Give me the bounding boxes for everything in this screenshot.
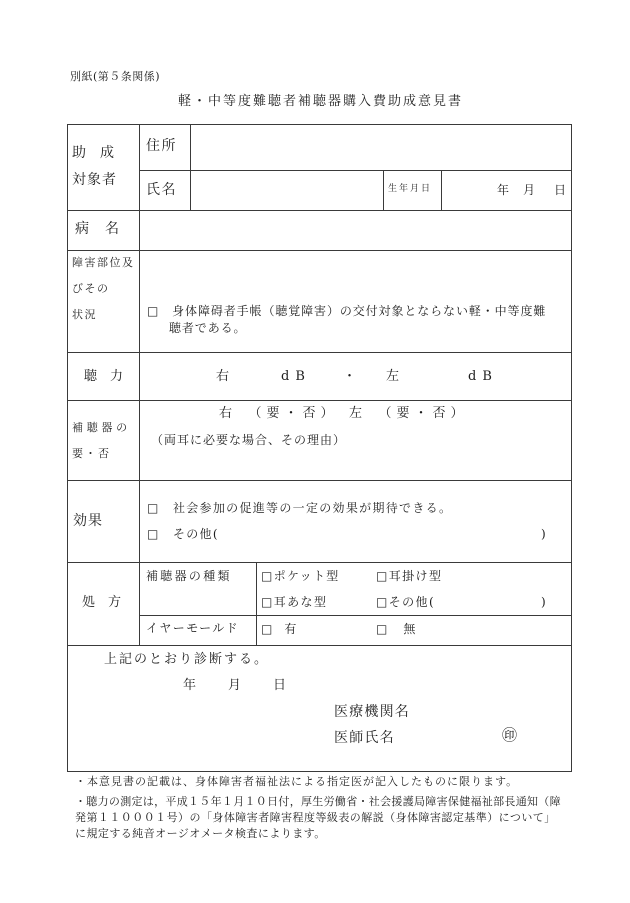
device-type-pocket: □ポケット型: [261, 569, 340, 583]
device-type-label: 補聴器の種類: [146, 569, 232, 583]
footnote-1: ・本意見書の記載は、身体障害者福祉法による指定医が記入したものに限ります。: [75, 775, 519, 788]
birthdate-month-label: 月: [523, 183, 536, 197]
condition-value-cell: [140, 251, 572, 353]
necessity-label-line2: 要・否: [72, 447, 111, 460]
effect-option-other: □ その他(: [147, 527, 219, 541]
address-label-cell: [140, 125, 191, 171]
earmold-option-yes: □ 有: [261, 622, 297, 636]
earmold-value-cell: [257, 616, 572, 646]
hearing-left-unit: dB: [468, 369, 498, 384]
necessity-value-cell: [140, 401, 572, 481]
hearing-label: 聴 力: [84, 369, 124, 384]
necessity-reason-note: （両耳に必要な場合、その理由）: [151, 433, 347, 447]
address-value-cell: [191, 125, 572, 171]
condition-label-cell: [68, 251, 140, 353]
address-label: 住所: [146, 138, 177, 154]
diagnosis-statement: 上記のとおり診断する。: [104, 652, 270, 667]
birthdate-year-label: 年: [497, 183, 510, 197]
earmold-option-no: □ 無: [376, 622, 418, 636]
effect-option-social: □ 社会参加の促進等の一定の効果が期待できる。: [147, 501, 453, 515]
earmold-label: イヤーモールド: [146, 621, 240, 635]
device-type-other-close: ): [541, 595, 546, 609]
prescription-label-cell: [68, 563, 140, 646]
disease-label: 病 名: [75, 221, 120, 237]
device-type-other: □その他(: [376, 595, 436, 609]
opinion-form-table: [67, 124, 572, 772]
device-type-behind-ear: □耳掛け型: [376, 569, 443, 583]
effect-value-cell: [140, 481, 572, 563]
name-label: 氏名: [146, 182, 177, 198]
disease-value-cell: [140, 211, 572, 251]
diagnosis-year-label: 年: [183, 678, 197, 693]
hearing-value-cell: [140, 353, 572, 401]
footnote-2-line3: に規定する純音オージオメータ検査によります。: [75, 827, 326, 840]
condition-label-line3: 状況: [72, 308, 97, 321]
diagnosis-month-label: 月: [228, 678, 242, 693]
necessity-left-choice: 左 （要・否）: [349, 406, 469, 421]
birthdate-label-cell: [384, 171, 442, 211]
birthdate-label: 生年月日: [388, 184, 433, 194]
institution-label: 医療機関名: [334, 704, 410, 720]
hearing-separator: ・: [343, 369, 357, 384]
name-label-cell: [140, 171, 191, 211]
hearing-right-label: 右: [216, 369, 230, 384]
diagnosis-day-label: 日: [273, 678, 287, 693]
hearing-label-cell: [68, 353, 140, 401]
doctor-name-label: 医師氏名: [334, 730, 395, 746]
disease-label-cell: [68, 211, 140, 251]
diagnosis-cell: [68, 646, 572, 772]
subject-label-line1: 助 成: [72, 145, 114, 161]
device-type-in-ear: □耳あな型: [261, 595, 328, 609]
hearing-right-unit: dB: [281, 369, 311, 384]
device-type-label-cell: [140, 563, 257, 616]
name-value-cell: [191, 171, 384, 211]
subject-label-line2: 対象者: [72, 172, 117, 188]
prescription-label: 処 方: [82, 595, 122, 610]
necessity-right-choice: 右 （要・否）: [219, 406, 339, 421]
device-type-value-cell: [257, 563, 572, 616]
earmold-label-cell: [140, 616, 257, 646]
effect-label: 効果: [73, 513, 103, 529]
birthdate-day-label: 日: [554, 183, 567, 197]
necessity-label-cell: [68, 401, 140, 481]
effect-option-other-close: ): [541, 527, 546, 541]
hearing-left-label: 左: [386, 369, 400, 384]
condition-label-line2: びその: [72, 282, 110, 295]
condition-label-line1: 障害部位及: [72, 256, 135, 269]
seal-mark-icon: ㊞: [502, 726, 518, 744]
subject-label-cell: [68, 125, 140, 211]
condition-checkbox-text-line1: □ 身体障碍者手帳（聴覚障害）の交付対象とならない軽・中等度難: [147, 304, 547, 318]
condition-checkbox-text-line2: 聴者である。: [169, 321, 247, 335]
effect-label-cell: [68, 481, 140, 563]
annex-label: 別紙(第５条関係): [70, 70, 161, 83]
birthdate-value-cell: [442, 171, 572, 211]
footnote-2-line1: ・聴力の測定は，平成１５年１月１０日付，厚生労働省・社会援護局障害保健福祉部長通知（障: [75, 795, 561, 808]
form-title: 軽・中等度難聴者補聴器購入費助成意見書: [178, 94, 464, 109]
necessity-label-line1: 補聴器の: [72, 421, 131, 434]
footnote-2-line2: 発第１１０００１号）の「身体障害者障害程度等級表の解説（身体障害認定基準）について」: [75, 811, 556, 824]
